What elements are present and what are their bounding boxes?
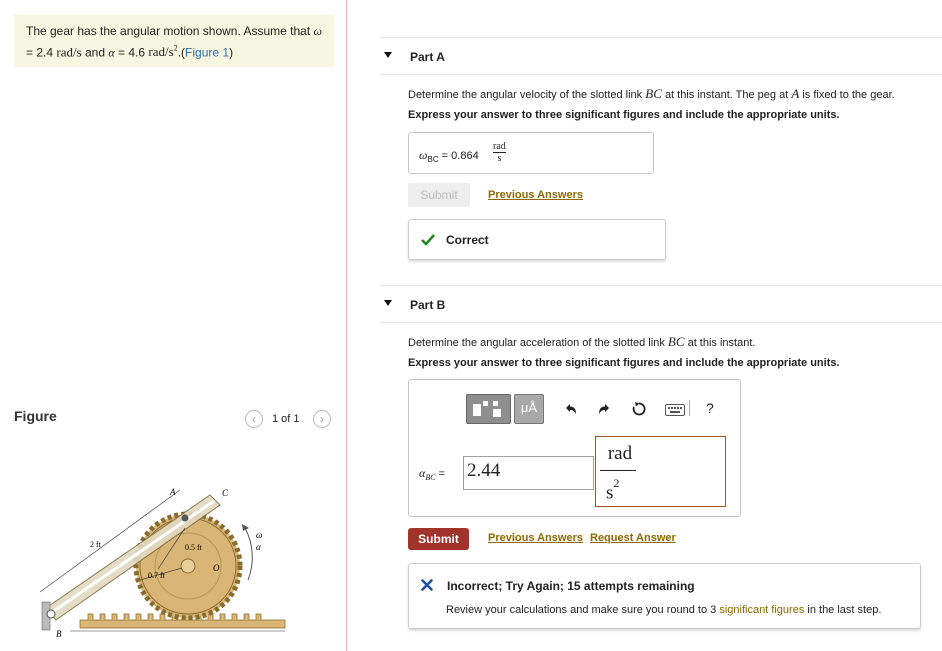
- check-icon: [421, 234, 435, 246]
- fraction-bar: [600, 470, 636, 471]
- part-a-question: Determine the angular velocity of the slotted link BC at this instant. The peg at A is fixed to the gear.: [408, 86, 895, 101]
- dim-05ft: 0.5 ft: [185, 543, 202, 552]
- reset-icon[interactable]: [631, 401, 647, 417]
- omega-value: = 2.4: [26, 45, 54, 60]
- help-button[interactable]: ?: [706, 400, 714, 416]
- part-a-unit: rad s: [493, 141, 506, 164]
- part-b-title: Part B: [410, 298, 446, 312]
- label-b: B: [56, 629, 62, 639]
- part-a-previous-answers-link[interactable]: Previous Answers: [488, 189, 583, 201]
- keyboard-icon[interactable]: [665, 404, 685, 416]
- collapse-triangle-icon[interactable]: [384, 52, 392, 58]
- part-a-answer-label: $\omega_{BC} = 0.864$: [419, 148, 479, 165]
- part-b-feedback-title: Incorrect; Try Again; 15 attempts remaining: [447, 579, 695, 593]
- gear: [136, 514, 240, 618]
- alpha-symbol: α: [108, 45, 115, 60]
- part-b-question: Determine the angular acceleration of the slotted link BC at this instant.: [408, 334, 756, 349]
- request-answer-link[interactable]: Request Answer: [590, 532, 676, 544]
- figure-pager: 1 of 1: [272, 413, 300, 425]
- problem-statement: [14, 15, 334, 67]
- label-omega: ω: [256, 530, 263, 540]
- and-text: and: [85, 45, 106, 60]
- part-a-instruction: Express your answer to three significant figures and include the appropriate units.: [408, 109, 840, 121]
- label-c: C: [222, 488, 229, 498]
- omega-unit: rad/s: [56, 44, 82, 60]
- label-o: O: [213, 563, 220, 573]
- chevron-left-icon[interactable]: ‹: [245, 410, 263, 428]
- dim-2ft: 2 ft: [90, 540, 101, 549]
- part-a-header[interactable]: [380, 37, 942, 75]
- part-a-feedback: [408, 219, 666, 260]
- figure-ref-close: ): [229, 45, 234, 60]
- part-b-value-input[interactable]: 2.44: [463, 456, 594, 490]
- collapse-triangle-icon[interactable]: [384, 300, 392, 306]
- part-b-units-input[interactable]: [595, 436, 726, 507]
- figure-1-link[interactable]: Figure 1: [185, 45, 230, 60]
- label-a: A: [170, 487, 176, 497]
- significant-figures-link[interactable]: significant figures: [719, 604, 805, 616]
- part-b-previous-answers-link[interactable]: Previous Answers: [488, 532, 583, 544]
- part-b-feedback-detail: Review your calculations and make sure you round to 3 significant figures in the last step.: [446, 604, 882, 616]
- problem-text-line1: The gear has the angular motion shown. Assume that: [26, 24, 311, 38]
- part-a-feedback-text: Correct: [446, 233, 489, 247]
- chevron-right-icon[interactable]: ›: [313, 410, 331, 428]
- figure-ref-open: .(: [177, 45, 186, 60]
- templates-icon[interactable]: [466, 394, 511, 424]
- dim-07ft: 0.7 ft: [148, 571, 165, 580]
- panel-divider: [346, 0, 347, 651]
- alpha-value: = 4.6: [118, 45, 146, 60]
- part-a-title: Part A: [410, 50, 445, 64]
- part-b-submit-button[interactable]: Submit: [408, 528, 469, 550]
- part-b-feedback: [408, 563, 921, 629]
- units-button[interactable]: μÅ: [514, 394, 544, 424]
- part-a-answer-value: 0.864: [451, 150, 479, 162]
- toolbar-separator: [689, 400, 690, 416]
- alpha-unit: rad/$s^2$: [148, 44, 178, 60]
- part-b-answer-editor: [408, 379, 741, 517]
- part-b-instruction: Express your answer to three significant figures and include the appropriate units.: [408, 357, 840, 369]
- omega-symbol: ω: [313, 24, 322, 38]
- redo-icon[interactable]: [597, 402, 611, 416]
- unit-numerator: rad: [607, 443, 633, 464]
- undo-icon[interactable]: [564, 402, 578, 416]
- part-a-submit-button[interactable]: Submit: [408, 183, 470, 207]
- part-b-answer-label: $\alpha_{BC}$ =: [419, 466, 446, 483]
- part-b-header[interactable]: [380, 285, 942, 323]
- unit-denominator: $s^2$: [606, 476, 620, 504]
- label-alpha: α: [256, 542, 261, 552]
- figure-heading: Figure: [14, 408, 57, 424]
- x-icon: [421, 579, 433, 591]
- gear-figure: [30, 480, 320, 645]
- part-a-answer-box: [408, 132, 654, 174]
